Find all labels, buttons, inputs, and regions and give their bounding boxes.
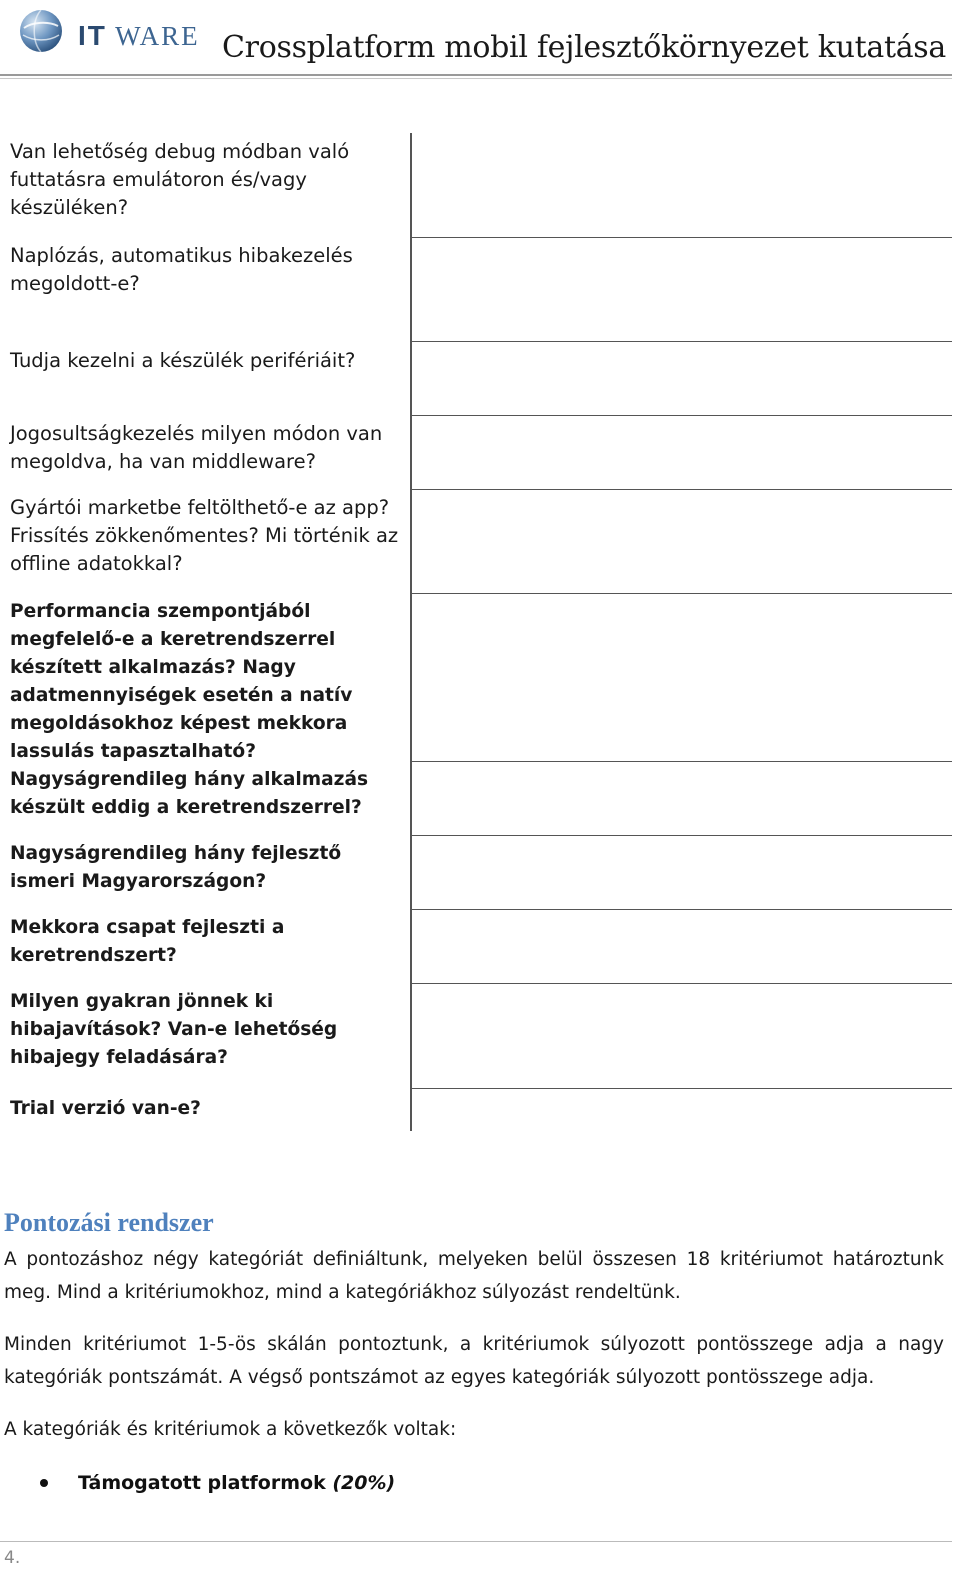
- table-question: Trial verzió van-e?: [10, 1098, 201, 1119]
- table-question: Naplózás, automatikus hibakezelés megoldott-e?: [10, 244, 353, 295]
- table-row: [0, 835, 952, 909]
- footer-rule: [0, 1541, 952, 1542]
- table-row: [0, 489, 952, 593]
- page-header: [0, 0, 960, 82]
- table-row: [0, 593, 952, 761]
- table-question: Tudja kezelni a készülék perifériáit?: [10, 349, 356, 372]
- paragraph: A kategóriák és kritériumok a következők voltak:: [4, 1419, 457, 1440]
- paragraph: A pontozáshoz négy kategóriát definiáltunk, melyeken belül összesen 18 kritériumot határoztunk meg. Mind a kritériumokhoz, mind a kategóriákhoz súlyozást rendeltünk.: [4, 1249, 944, 1303]
- header-rule: [0, 74, 952, 76]
- table-question: Nagyságrendileg hány fejlesztő ismeri Magyarországon?: [10, 843, 342, 892]
- table-row: [0, 341, 952, 415]
- table-row: [0, 415, 952, 489]
- table-question: Jogosultságkezelés milyen módon van megoldva, ha van middleware?: [10, 422, 383, 473]
- header-rule-thin: [0, 78, 952, 79]
- table-question: Gyártói marketbe feltölthető-e az app? Frissítés zökkenőmentes? Mi történik az offline adatokkal?: [10, 496, 399, 575]
- table-question: Nagyságrendileg hány alkalmazás készült eddig a keretrendszerrel?: [10, 769, 369, 818]
- page-number: 4.: [4, 1548, 21, 1568]
- logo-wordmark: [78, 20, 200, 52]
- table-row: [0, 1088, 952, 1131]
- table-question: Milyen gyakran jönnek ki hibajavítások? Van-e lehetőség hibajegy feladására?: [10, 991, 338, 1068]
- table-question: Mekkora csapat fejleszti a keretrendszert?: [10, 917, 285, 966]
- bullet-label: Támogatott platformok: [78, 1472, 333, 1494]
- itware-logo: [18, 8, 218, 64]
- document-title: Crossplatform mobil fejlesztőkörnyezet kutatása: [222, 30, 946, 65]
- bullet-icon: [40, 1479, 48, 1487]
- logo-it: IT: [78, 20, 107, 51]
- table-row: [0, 133, 952, 237]
- logo-ware: WARE: [115, 21, 200, 51]
- table-row: [0, 761, 952, 835]
- table-row: [0, 983, 952, 1088]
- bullet-text: [78, 1468, 395, 1498]
- paragraph: Minden kritériumot 1-5-ös skálán pontoztunk, a kritériumok súlyozott pontösszege adja a nagy kategóriák pontszámát. A végső pontszámot az egyes kategóriák súlyozott pontösszege adja.: [4, 1334, 944, 1388]
- table-question: Performancia szempontjából megfelelő-e a keretrendszerrel készített alkalmazás? Nagy adatmennyiségek esetén a natív megoldásokhoz képest mekkora lassulás tapasztalható?: [10, 601, 353, 762]
- section-heading: Pontozási rendszer: [4, 1208, 214, 1237]
- table-row: [0, 237, 952, 341]
- bullet-percentage: (20%): [332, 1472, 396, 1494]
- table-row: [0, 909, 952, 983]
- globe-icon: [18, 8, 64, 54]
- table-question: Van lehetőség debug módban való futtatásra emulátoron és/vagy készüléken?: [10, 140, 350, 219]
